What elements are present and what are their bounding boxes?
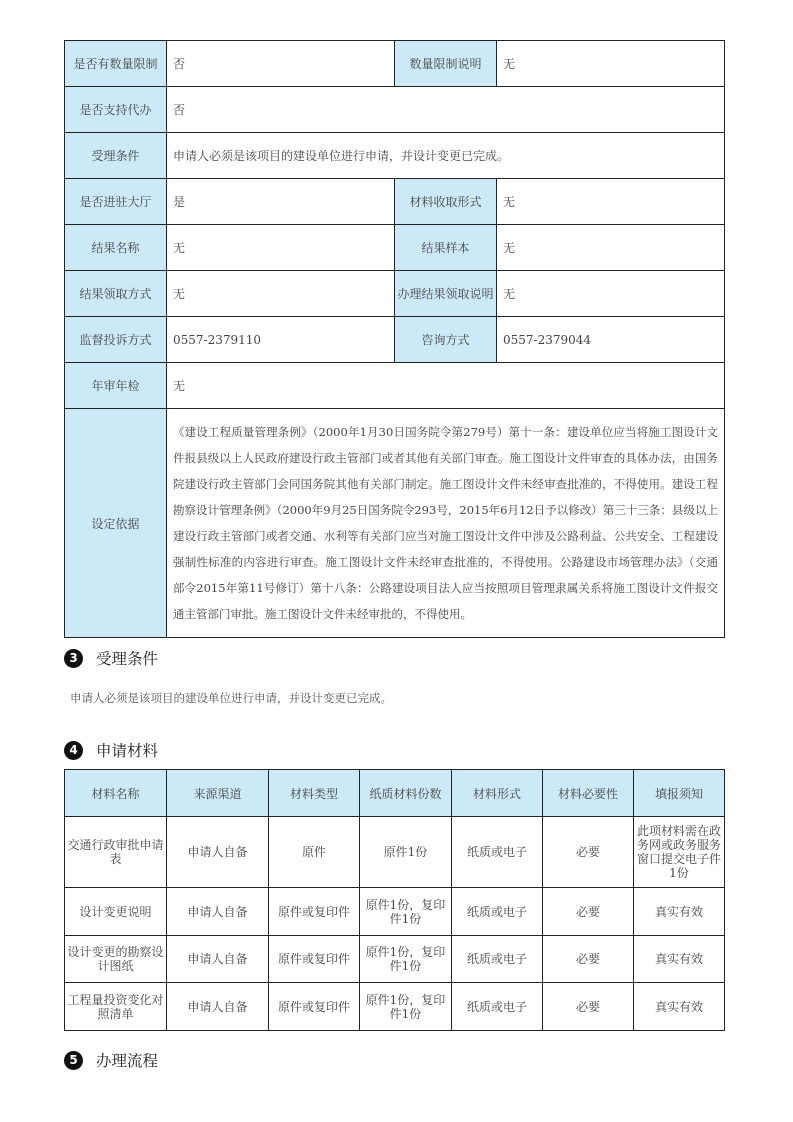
- label-material-form: 材料收取形式: [395, 179, 497, 225]
- cell-necessity: 必要: [543, 888, 634, 936]
- cell-source: 申请人自备: [167, 888, 269, 936]
- label-basis: 设定依据: [65, 409, 167, 638]
- cell-material-name: 设计变更的勘察设计图纸: [65, 936, 167, 983]
- section-materials-heading: [64, 738, 158, 762]
- cell-material-type: 原件或复印件: [269, 936, 360, 983]
- table-row: [65, 888, 725, 936]
- cell-notes: 此项材料需在政务网或政务服务窗口提交电子件1份: [634, 817, 725, 888]
- cell-material-type: 原件或复印件: [269, 888, 360, 936]
- label-proxy: 是否支持代办: [65, 87, 167, 133]
- cell-paper-copies: 原件1份，复印件1份: [360, 983, 452, 1031]
- header-material-type: 材料类型: [269, 770, 360, 817]
- cell-necessity: 必要: [543, 936, 634, 983]
- section-title-process: 办理流程: [96, 1052, 159, 1070]
- cell-material-type: 原件: [269, 817, 360, 888]
- header-paper-copies: 纸质材料份数: [360, 770, 452, 817]
- value-result-pickup: 无: [167, 271, 395, 317]
- cell-material-form: 纸质或电子: [452, 817, 543, 888]
- cell-material-form: 纸质或电子: [452, 936, 543, 983]
- label-annual: 年审年检: [65, 363, 167, 409]
- row-basis: [65, 409, 725, 638]
- materials-header-row: [65, 770, 725, 817]
- label-result-pickup-note: 办理结果领取说明: [395, 271, 497, 317]
- header-material-name: 材料名称: [65, 770, 167, 817]
- row-acceptance: [65, 133, 725, 179]
- row-hall: [65, 179, 725, 225]
- value-consult-phone: 0557-2379044: [497, 317, 725, 363]
- header-material-form: 材料形式: [452, 770, 543, 817]
- label-result-name: 结果名称: [65, 225, 167, 271]
- section-number-5: 5: [64, 1051, 83, 1070]
- table-row: [65, 817, 725, 888]
- value-material-form: 无: [497, 179, 725, 225]
- cell-material-name: 工程量投资变化对照清单: [65, 983, 167, 1031]
- value-acceptance: 申请人必须是该项目的建设单位进行申请，并设计变更已完成。: [167, 133, 725, 179]
- acceptance-text: 申请人必须是该项目的建设单位进行申请，并设计变更已完成。: [70, 691, 392, 705]
- cell-paper-copies: 原件1份，复印件1份: [360, 888, 452, 936]
- section-number-3: 3: [64, 649, 83, 668]
- value-result-pickup-note: 无: [497, 271, 725, 317]
- service-info-table: [64, 40, 725, 638]
- label-hall: 是否进驻大厅: [65, 179, 167, 225]
- cell-material-form: 纸质或电子: [452, 888, 543, 936]
- value-quantity-limit: 否: [167, 41, 395, 87]
- cell-necessity: 必要: [543, 817, 634, 888]
- cell-material-type: 原件或复印件: [269, 983, 360, 1031]
- value-result-name: 无: [167, 225, 395, 271]
- section-process-heading: [64, 1048, 158, 1072]
- value-quantity-limit-note: 无: [497, 41, 725, 87]
- value-hall: 是: [167, 179, 395, 225]
- value-proxy: 否: [167, 87, 725, 133]
- label-result-pickup: 结果领取方式: [65, 271, 167, 317]
- label-quantity-limit-note: 数量限制说明: [395, 41, 497, 87]
- row-complaint: [65, 317, 725, 363]
- cell-necessity: 必要: [543, 983, 634, 1031]
- row-quantity-limit: [65, 41, 725, 87]
- cell-source: 申请人自备: [167, 983, 269, 1031]
- row-annual: [65, 363, 725, 409]
- cell-paper-copies: 原件1份，复印件1份: [360, 936, 452, 983]
- cell-source: 申请人自备: [167, 817, 269, 888]
- materials-table: [64, 769, 725, 1031]
- cell-paper-copies: 原件1份: [360, 817, 452, 888]
- value-annual: 无: [167, 363, 725, 409]
- cell-notes: 真实有效: [634, 936, 725, 983]
- row-result-pickup: [65, 271, 725, 317]
- section-number-4: 4: [64, 741, 83, 760]
- table-row: [65, 983, 725, 1031]
- cell-material-form: 纸质或电子: [452, 983, 543, 1031]
- row-result-name: [65, 225, 725, 271]
- cell-source: 申请人自备: [167, 936, 269, 983]
- cell-notes: 真实有效: [634, 888, 725, 936]
- value-result-sample: 无: [497, 225, 725, 271]
- header-necessity: 材料必要性: [543, 770, 634, 817]
- header-source: 来源渠道: [167, 770, 269, 817]
- label-acceptance: 受理条件: [65, 133, 167, 179]
- value-basis: 《建设工程质量管理条例》（2000年1月30日国务院令第279号）第十一条：建设单位应当将施工图设计文件报县级以上人民政府建设行政主管部门或者其他有关部门审查。施工图设计文件审查的具体办法，由国务院建设行政主管部门会同国务院其他有关部门制定。施工图设计文件未经审查批准的，不得使用。建设工程勘察设计管理条例》（2000年9月25日国务院令293号，2015年6月12日予以修改）第三十三条：县级以上建设行政主管部门或者交通、水利等有关部门应当对施工图设计文件中涉及公路利益、公共安全、工程建设强制性标准的内容进行审查。施工图设计文件未经审查批准的，不得使用。公路建设市场管理办法》（交通部令2015年第11号修订）第十八条：公路建设项目法人应当按照项目管理隶属关系将施工图设计文件报交通主管部门审批。施工图设计文件未经审批的，不得使用。: [167, 409, 725, 638]
- label-complaint: 监督投诉方式: [65, 317, 167, 363]
- cell-notes: 真实有效: [634, 983, 725, 1031]
- label-quantity-limit: 是否有数量限制: [65, 41, 167, 87]
- label-result-sample: 结果样本: [395, 225, 497, 271]
- row-proxy: [65, 87, 725, 133]
- section-title-acceptance: 受理条件: [96, 650, 159, 668]
- label-consult: 咨询方式: [395, 317, 497, 363]
- section-acceptance-heading: [64, 646, 158, 670]
- section-title-materials: 申请材料: [96, 742, 159, 760]
- value-complaint-phone: 0557-2379110: [167, 317, 395, 363]
- header-notes: 填报须知: [634, 770, 725, 817]
- cell-material-name: 交通行政审批申请表: [65, 817, 167, 888]
- table-row: [65, 936, 725, 983]
- cell-material-name: 设计变更说明: [65, 888, 167, 936]
